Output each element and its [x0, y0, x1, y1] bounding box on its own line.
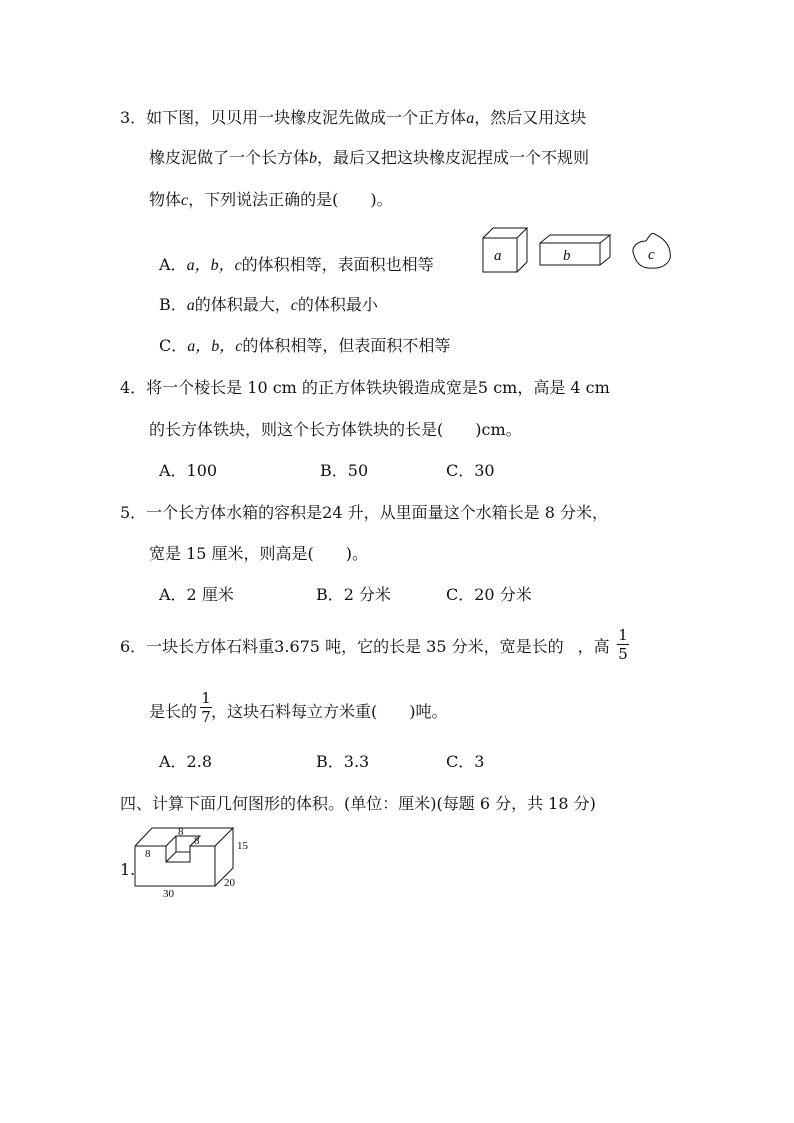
- q5-line2: 宽是 15 厘米，则高是( )。: [149, 544, 369, 563]
- q4-option-a: A．100: [159, 461, 218, 480]
- q5-line1: 5．一个长方体水箱的容积是24 升，从里面量这个水箱长是 8 分米，: [120, 503, 608, 522]
- q3-option-c: C．a，b，c的体积相等，但表面积不相等: [159, 336, 451, 355]
- dim-label-depth: 20: [224, 877, 235, 889]
- cube-a: [483, 228, 527, 272]
- cube-a-label: a: [494, 248, 502, 264]
- q6-line2: 是长的 ，这块石料每立方米重( )吨。: [149, 702, 448, 721]
- q4-line1: 4．将一个棱长是 10 cm 的正方体铁块锻造成宽是5 cm，高是 4 cm: [120, 378, 610, 397]
- dim-label-notch-side: 8: [194, 835, 200, 847]
- section-4-item-1: 1.: [120, 860, 136, 879]
- q6-option-a: A．2.8: [159, 752, 213, 771]
- q3-solids-figure: [480, 225, 680, 280]
- q5-option-b: B．2 分米: [316, 585, 392, 604]
- q3-line3: 物体c，下列说法正确的是( )。: [149, 190, 393, 209]
- q4-line2: 的长方体铁块，则这个长方体铁块的长是( )cm。: [149, 420, 522, 439]
- q6-option-c: C．3: [446, 752, 485, 771]
- q4-option-b: B．50: [320, 461, 369, 480]
- irregular-c-label: c: [648, 247, 655, 263]
- section-4-title: 四、计算下面几何图形的体积。(单位：厘米)(每题 6 分，共 18 分): [120, 794, 596, 813]
- q5-option-c: C．20 分米: [446, 585, 532, 604]
- dim-label-height: 15: [237, 840, 248, 852]
- dim-label-length: 30: [163, 888, 174, 900]
- section-4-solid-figure: [130, 824, 260, 904]
- dim-label-top: 8: [178, 826, 184, 838]
- q6-option-b: B．3.3: [316, 752, 370, 771]
- q3-option-a: A．a，b，c的体积相等，表面积也相等: [159, 255, 434, 274]
- q6-line1: 6．一块长方体石料重3.675 吨，它的长是 35 分米，宽是长的 ，高: [120, 637, 610, 656]
- q4-option-c: C．30: [446, 461, 495, 480]
- q3-option-b: B．a的体积最大，c的体积最小: [159, 295, 378, 314]
- q3-line2: 橡皮泥做了一个长方体b，最后又把这块橡皮泥捏成一个不规则: [149, 148, 590, 167]
- dim-label-left: 8: [145, 848, 151, 860]
- q5-option-a: A．2 厘米: [159, 585, 234, 604]
- q6-fraction-1-7: 1 7: [201, 689, 211, 726]
- cuboid-b: [540, 235, 610, 265]
- q6-fraction-1-5: 1 5: [618, 626, 628, 663]
- cuboid-b-label: b: [563, 248, 571, 264]
- q3-line1: 3．如下图，贝贝用一块橡皮泥先做成一个正方体a，然后又用这块: [120, 108, 587, 127]
